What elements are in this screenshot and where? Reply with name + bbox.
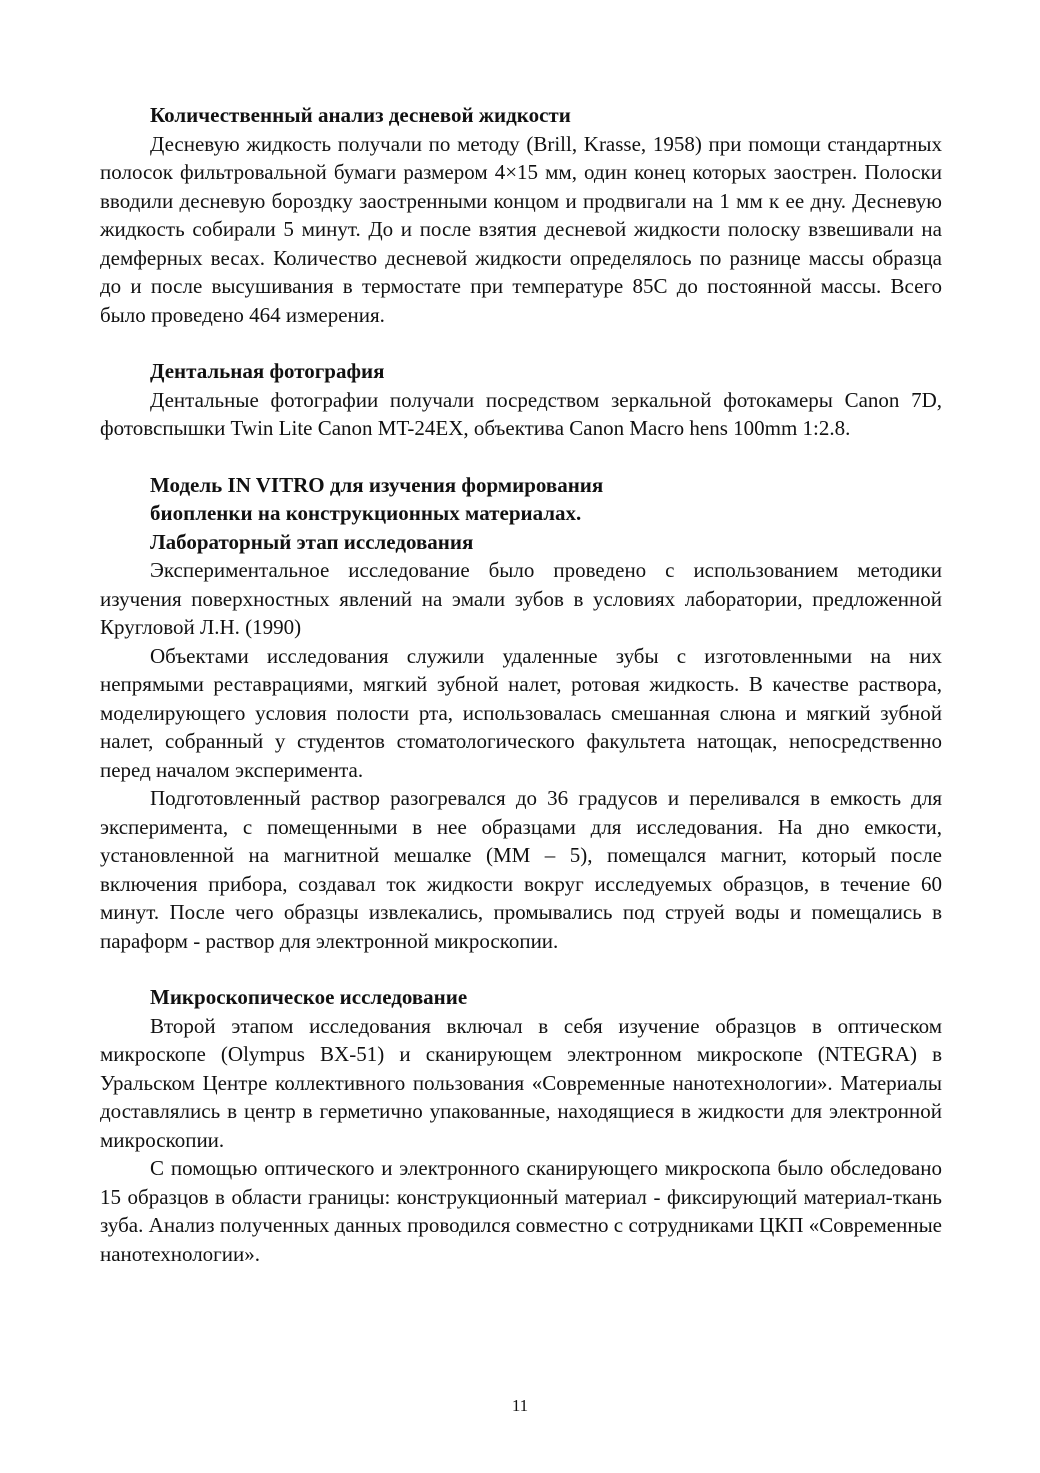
section-in-vitro-model: [100, 471, 942, 956]
document-page: [100, 101, 942, 1268]
section-heading-line-3: Лабораторный этап исследования: [150, 529, 474, 554]
section-heading: Микроскопическое исследование: [150, 985, 468, 1009]
paragraph: Подготовленный раствор разогревался до 36 градусов и переливался в емкость для эксперимента, с помещенными в нее образцами для исследования. На дно емкости, установленной на магнитной мешалке (ММ – 5), помещался магнит, который после включения прибора, создавал ток жидкости вокруг исследуемых образцов, в течение 60 минут. После чего образцы извлекались, промывались под струей воды и помещались в параформ - раствор для электронной микроскопии.: [100, 786, 942, 953]
section-microscopy: [100, 983, 942, 1268]
section-heading-line-1: Модель IN VITRO для изучения формирования: [150, 472, 604, 497]
section-dental-photography: [100, 357, 942, 443]
section-heading: Дентальная фотография: [150, 359, 385, 383]
section-gap: [100, 329, 942, 357]
paragraph: Дентальные фотографии получали посредством зеркальной фотокамеры Canon 7D, фотовспышки Twin Lite Canon MT-24EX, объектива Canon Macro hens 100mm 1:2.8.: [100, 387, 942, 440]
paragraph: С помощью оптического и электронного сканирующего микроскопа было обследовано 15 образцов в области границы: конструкционный материал - фиксирующий материал-ткань зуба. Анализ полученных данных проводился совместно с сотрудниками ЦКП «Современные нанотехнологии».: [100, 1156, 942, 1266]
section-heading-line-2: биопленки на конструкционных материалах.: [150, 501, 582, 525]
paragraph: Десневую жидкость получали по методу (Brill, Krasse, 1958) при помощи стандартных полосок фильтровальной бумаги размером 4×15 мм, один конец которых заострен. Полоски вводили десневую бороздку заостренными концом и продвигали на 1 мм к ее дну. Десневую жидкость собирали 5 минут. До и после взятия десневой жидкости полоску взвешивали на демферных весах. Количество десневой жидкости определялось по разнице массы образца до и после высушивания в термостате при температуре 85С до постоянной массы. Всего было проведено 464 измерения.: [100, 131, 942, 327]
paragraph: Экспериментальное исследование было проведено с использованием методики изучения поверхностных явлений на эмали зубов в условиях лаборатории, предложенной Кругловой Л.Н. (1990): [100, 558, 942, 639]
page-number: 11: [511, 1396, 529, 1415]
paragraph: Объектами исследования служили удаленные зубы с изготовленными на них непрямыми реставрациями, мягкий зубной налет, ротовая жидкость. В качестве раствора, моделирующего условия полости рта, использовалась смешанная слюна и мягкий зубной налет, собранный у студентов стоматологического факультета натощак, непосредственно перед началом эксперимента.: [100, 643, 942, 782]
section-gap: [100, 443, 942, 471]
section-gap: [100, 955, 942, 983]
section-gingival-fluid: [100, 101, 942, 329]
section-heading: Количественный анализ десневой жидкости: [150, 103, 571, 127]
paragraph: Второй этапом исследования включал в себя изучение образцов в оптическом микроскопе (Olympus BX-51) и сканирующем электронном микроскопе (NTEGRA) в Уральском Центре коллективного пользования «Современные нанотехнологии». Материалы доставлялись в центр в герметично упакованные, находящиеся в жидкости для электронной микроскопии.: [100, 1013, 942, 1152]
